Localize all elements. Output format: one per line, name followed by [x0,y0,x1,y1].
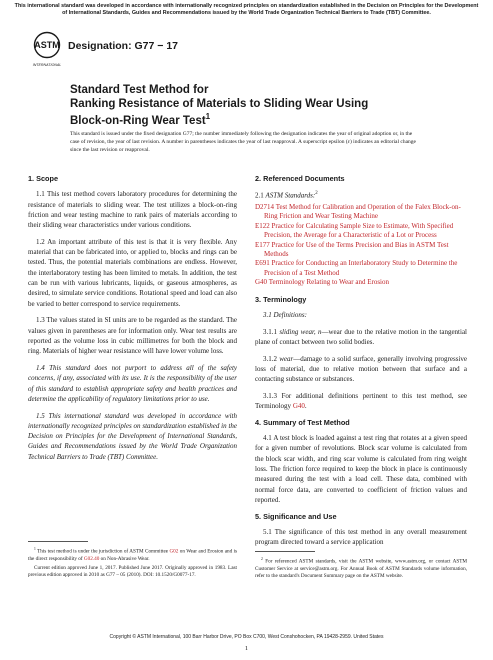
designation: Designation: G77 − 17 [68,40,178,52]
reference-list [255,203,467,288]
scope-1-3: 1.3 The values stated in SI units are to be regarded as the standard. The values given in parentheses are for information only. Wear test results are reported as the volume loss in cubic millimetres for both the block and ring. Materials of higher wear resistance will have lower volume loss. [28,316,237,356]
title-line-3 [70,112,210,127]
footnote-1-text-c: on Non-Abrasive Wear. [100,555,150,562]
reference-title[interactable]: Practice for Use of the Terms Precision and Bias in ASTM Test Methods [264,240,449,258]
footnote-divider-right [255,551,315,552]
astm-standards-sub [255,189,467,201]
significance-heading: 5. Significance and Use [255,511,337,521]
definition-end: . [304,402,307,411]
svg-text:ASTM: ASTM [34,40,60,50]
summary-heading: 4. Summary of Test Method [255,417,350,427]
reference-title[interactable]: Test Method for Calibration and Operation of the Falex Block-on-Ring Friction and Wear Testing Machine [264,202,461,221]
scope-1-2: 1.2 An important attribute of this test is that it is very flexible. Any material that can be fabricated into, or applied to, blocks and rings can be tested. Thus, the potential materials combinations are endless. However, the interlaboratory testing has been limited to metals. In addition, the test can be run with various lubricants, liquids, or gaseous atmospheres, as desired, to simulate service conditions. Rotational speed and load can also be varied to better correspond to service requirements. [28,237,237,308]
terminology-heading: 3. Terminology [255,294,307,304]
astm-logo [32,31,62,71]
astm-standards-marker[interactable]: 2 [315,191,318,197]
footnote-left [28,546,237,581]
footnote-divider-left [28,541,88,542]
definitions-sub: 3.1 Definitions: [263,310,307,319]
definition-additional [255,391,467,412]
definition-number: 3.1.1 [263,327,277,336]
definition-text: —damage to a solid surface, generally involving progressive loss of material, due to relative motion between that surface and a contacting substance or substances. [255,354,467,384]
reference-item [255,278,467,287]
summary-4-1: 4.1 A test block is loaded against a test ring that rotates at a given speed for a given number of revolutions. Block scar volume is calculated from the block scar width, and ring scar volume is calculated from ring weight loss. The friction force required to keep the block in place is continuously measured during the test with a load cell. These data, combined with normal force data, are converted to coefficient of friction values and reported. [255,434,467,504]
committee-link-g02[interactable]: G02 [169,548,179,555]
reference-title[interactable]: Practice for Conducting an Interlaboratory Study to Determine the Precision of a Test Method [264,259,458,277]
definition-number: 3.1.2 [263,354,277,363]
terminology-link-g40[interactable]: G40 [292,402,305,411]
scope-1-4: 1.4 This standard does not purport to address all of the safety concerns, if any, associated with its use. It is the responsibility of the user of this standard to establish appropriate safety and health practices and determine the applicability of regulatory limitations prior to use. [28,363,237,403]
reference-link-e177[interactable]: E177 [255,240,270,249]
reference-link-d2714[interactable]: D2714 [255,202,275,211]
svg-text:INTERNATIONAL: INTERNATIONAL [32,63,62,67]
footnote-1-marker: 1 [34,547,36,551]
reference-item [255,241,467,260]
subcommittee-link-g0240[interactable]: G02.40 [83,555,100,562]
reference-link-e122[interactable]: E122 [255,221,270,230]
footnote-1-text-a: This test method is under the jurisdiction of ASTM Committee [37,548,169,555]
reference-item [255,203,467,222]
scope-1-1: 1.1 This test method covers laboratory procedures for determining the resistance of materials to sliding wear. The test utilizes a block-on-ring friction and wear testing machine to rank pairs of materials according to their sliding wear characteristics under various conditions. [28,190,237,230]
title-line-2: Ranking Resistance of Materials to Sliding Wear Using [70,98,369,110]
significance-5-1: 5.1 The significance of this test method in any overall measurement program directed toward a service application [255,527,467,547]
footnote-1-text-b: on Wear and Erosion and is the direct responsibility of [28,548,238,562]
definition-sliding-wear [255,327,467,348]
title-footnote-marker[interactable]: 1 [205,112,211,121]
definition-term: wear [279,354,294,363]
page-number: 1 [244,645,249,652]
reference-item [255,222,467,241]
referenced-documents-heading: 2. Referenced Documents [255,174,345,183]
reference-title[interactable]: Terminology Relating to Wear and Erosion [268,278,390,287]
definition-term: sliding wear, n [279,327,322,336]
astm-standards-label: ASTM Standards: [265,191,316,200]
footnote-right [255,556,467,582]
astm-standards-number: 2.1 [255,191,264,200]
footnote-1 [28,546,237,563]
reference-title[interactable]: Practice for Calculating Sample Size to Estimate, With Specified Precision, the Average for a Characteristic of a Lot or Process [264,221,454,240]
right-column [255,174,467,554]
footnote-2-text: For referenced ASTM standards, visit the ASTM website, www.astm.org, or contact ASTM Customer Service at service@astm.org. For Annual Book of ASTM Standards volume information, refer to the standard's Document Summary page on the ASTM website. [255,558,468,579]
reference-item [255,259,467,278]
footnote-1-edition: Current edition approved June 1, 2017. Published June 2017. Originally approved in 1983. Last previous edition approved in 2010 as G77 – 05 (2010). DOI: 10.1520/G0077-17. [28,564,237,578]
definition-text: —wear due to the relative motion in the tangential plane of contact between two solid bodies. [255,327,467,346]
footnote-2-marker: 2 [261,557,263,561]
reference-link-g40[interactable]: G40 [255,278,268,287]
footnote-2 [255,556,467,580]
reference-link-e691[interactable]: E691 [255,259,270,268]
copyright-line: Copyright © ASTM International, 100 Barr Harbor Drive, PO Box C700, West Conshohocken, PA 19428-2959. United States [109,634,384,640]
title-line-3-text: Block-on-Ring Wear Test [70,114,206,127]
definition-wear [255,354,467,385]
scope-heading: 1. Scope [28,174,59,183]
title-line-1: Standard Test Method for [70,84,209,96]
scope-1-5: 1.5 This international standard was developed in accordance with internationally recognized principles on standardization established in the Decision on Principles for the Development of International Standards, Guides and Recommendations issued by the World Trade Organization Technical Barriers to Trade (TBT) Committee. [28,411,237,461]
definition-text: 3.1.3 For additional definitions pertinent to this test method, see Terminology [255,391,467,411]
left-column [28,174,237,468]
standards-notice: This international standard was developed in accordance with internationally recognized principles on standardization established in the Decision on Principles for the Development of International Standards, Guides and Recommendations issued by the World Trade Organization Technical Barriers to Trade (TBT) Committee. [14,3,479,16]
designation-intro: This standard is issued under the fixed designation G77; the number immediately following the designation indicates the year of original adoption or, in the case of revision, the year of last revision. A number in parentheses indicates the year of last reapproval. A superscript epsilon (ε) indicates an editorial change since the last revision or reapproval. [70,131,416,153]
